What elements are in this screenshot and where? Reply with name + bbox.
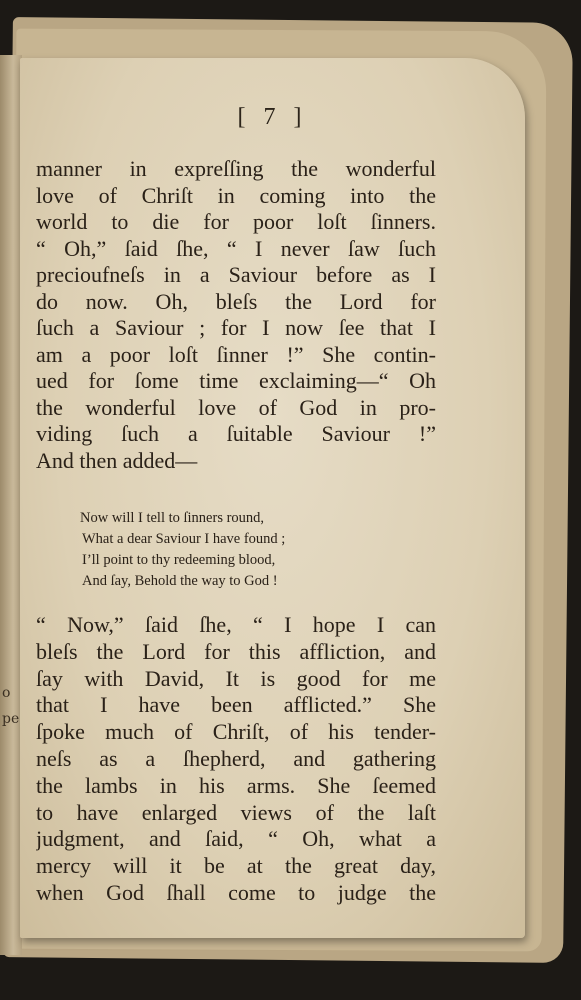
text-line: world to die for poor loſt ſinners. [36, 209, 436, 234]
text-line: neſs as a ſhepherd, and gathering [36, 745, 436, 771]
verse-line: What a dear Saviour I have found ; [82, 531, 286, 547]
text-line: “ Oh,” ſaid ſhe, “ I never ſaw ſuch [36, 235, 436, 261]
text-line: am a poor loſt ſinner !” She contin- [36, 341, 436, 367]
text-line: ſay with David, It is good for me [36, 665, 436, 691]
facing-page-fragments [2, 680, 19, 732]
fragment-1: o [2, 685, 11, 701]
fragment-2: pe [2, 711, 20, 727]
facing-page-edge [0, 55, 22, 955]
text-line: that I have been afflicted.” She [36, 692, 436, 718]
text-line: And then added— [36, 447, 198, 473]
text-line: bleſs the Lord for this affliction, and [36, 638, 436, 664]
text-line: the lambs in his arms. She ſeemed [36, 772, 436, 798]
paragraph-1 [36, 156, 436, 474]
text-line: manner in expreſſing the wonderful [36, 156, 436, 181]
text-line: precioufneſs in a Saviour before as I [36, 262, 436, 287]
text-line: mercy will it be at the great day, [36, 853, 436, 879]
text-line: when God ſhall come to judge the [36, 879, 436, 905]
hymn-verse [80, 508, 400, 592]
text-line: viding ſuch a ſuitable Saviour !” [36, 421, 436, 446]
paragraph-2 [36, 612, 436, 907]
book-page [20, 58, 525, 938]
text-line: ued for ſome time exclaiming—“ Oh [36, 368, 436, 393]
text-line: ſuch a Saviour ; for I now ſee that I [36, 315, 436, 340]
text-line: to have enlarged views of the laſt [36, 799, 436, 825]
page-number: [ 7 ] [237, 104, 308, 130]
text-line: ſpoke much of Chriſt, of his tender- [36, 719, 436, 745]
text-line: “ Now,” ſaid ſhe, “ I hope I can [36, 612, 436, 637]
text-line: judgment, and ſaid, “ Oh, what a [36, 826, 436, 852]
verse-line: Now will I tell to ſinners round, [80, 510, 265, 526]
text-line: the wonderful love of God in pro- [36, 394, 436, 420]
text-line: love of Chriſt in coming into the [36, 182, 436, 208]
verse-line: I’ll point to thy redeeming blood, [82, 552, 276, 568]
verse-line: And ſay, Behold the way to God ! [82, 573, 278, 589]
text-line: do now. Oh, bleſs the Lord for [36, 288, 436, 314]
